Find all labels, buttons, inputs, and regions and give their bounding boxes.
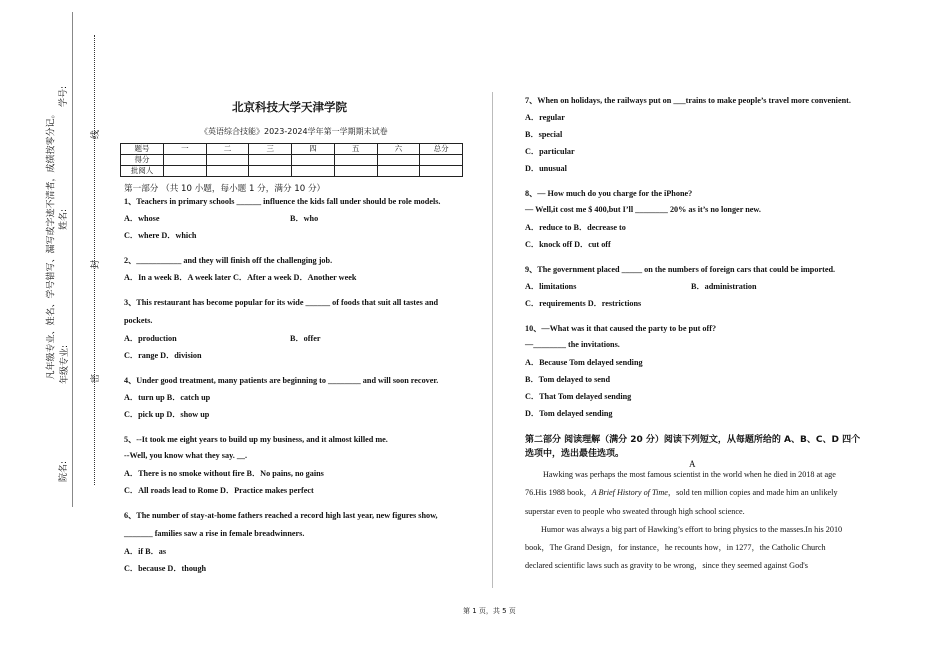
passage-line: book，The Grand Design，for instance，he recounts how，in 1277，the Catholic Church [525, 543, 826, 553]
grader-cell[interactable] [249, 166, 292, 177]
binding-notice: 凡年级专业、姓名、学号错写、漏写或字迹不清者，成绩按零分记。 [46, 109, 57, 380]
q2-options[interactable]: A．In a week B．A week later C．After a week D．Another week [124, 273, 357, 282]
name-label: 姓名: [59, 208, 70, 231]
question-8-stem-cont: — Well,it cost me $ 400,but I’ll ________ 20% as it’s no longer new. [525, 205, 761, 214]
q9-option-b[interactable]: B．administration [691, 282, 757, 291]
table-row-label: 批阅人 [121, 166, 164, 177]
part2-title-line1: 第二部分 阅读理解（满分 20 分）阅读下列短文，从每题所给的 A、B、C、D 四个 [525, 435, 861, 445]
grader-cell[interactable] [206, 166, 249, 177]
q9-option-a[interactable]: A．limitations [525, 282, 577, 291]
book-title: A Brief History of Time [591, 488, 668, 498]
question-1-stem: 1、Teachers in primary schools ______ influence the kids fall under should be role models. [124, 197, 441, 206]
school-title: 北京科技大学天津学院 [232, 100, 347, 114]
score-table-row [121, 155, 463, 166]
q8-option-cd[interactable]: C．knock off D．cut off [525, 240, 611, 249]
seal-mi: 密 [91, 373, 102, 384]
question-10-stem-cont: —________ the invitations. [525, 340, 620, 349]
passage-label: A [689, 459, 696, 469]
q7-option-d[interactable]: D．unusual [525, 164, 567, 173]
q6-option-ab[interactable]: A．if B．as [124, 547, 167, 556]
question-2-stem: 2、___________ and they will finish off the challenging job. [124, 256, 333, 265]
question-6-stem: 6、The number of stay-at-home fathers reached a record high last year, new figures show, [124, 511, 438, 520]
q4-option-cd[interactable]: C．pick up D．show up [124, 410, 210, 419]
q3-option-a[interactable]: A．production [124, 334, 177, 343]
grader-cell[interactable] [292, 166, 335, 177]
score-table [120, 143, 463, 177]
seal-xian: 线 [91, 129, 102, 140]
part2-title-line2: 选项中，选出最佳选项。 [525, 449, 625, 459]
q7-option-a[interactable]: A．regular [525, 113, 565, 122]
table-header-cell: 一 [164, 144, 207, 155]
q10-option-b[interactable]: B．Tom delayed to send [525, 375, 610, 384]
q4-option-ab[interactable]: A．turn up B．catch up [124, 393, 211, 402]
question-6-stem-cont: _______ families saw a rise in female breadwinners. [124, 529, 305, 538]
score-cell[interactable] [420, 155, 463, 166]
grader-cell[interactable] [420, 166, 463, 177]
passage-line: Humor was always a big part of Hawking’s effort to bring physics to the masses.In his 2010 [541, 524, 843, 534]
q10-option-c[interactable]: C．That Tom delayed sending [525, 392, 632, 401]
grader-cell[interactable] [164, 166, 207, 177]
column-divider [492, 92, 493, 588]
score-cell[interactable] [249, 155, 292, 166]
page-footer: 第 1 页，共 5 页 [463, 607, 516, 615]
passage-text: ，sold ten million copies and made him an unlikely [667, 488, 838, 498]
q1-option-b[interactable]: B．who [290, 214, 319, 223]
grader-cell[interactable] [377, 166, 420, 177]
table-header-cell: 五 [334, 144, 377, 155]
score-cell[interactable] [377, 155, 420, 166]
score-cell[interactable] [206, 155, 249, 166]
q6-option-cd[interactable]: C．because D．though [124, 564, 207, 573]
passage-line: Hawking was perhaps the most famous scientist in the world when he died in 2018 at age [543, 470, 836, 479]
score-table-header-row [121, 144, 463, 155]
score-cell[interactable] [334, 155, 377, 166]
q8-option-ab[interactable]: A．reduce to B．decrease to [525, 223, 626, 232]
grader-cell[interactable] [334, 166, 377, 177]
question-3-stem-cont: pockets. [124, 316, 153, 325]
passage-body [525, 466, 870, 576]
score-cell[interactable] [292, 155, 335, 166]
question-5-stem-cont: --Well, you know what they say. __. [124, 451, 248, 460]
q5-option-cd[interactable]: C．All roads lead to Rome D．Practice makes perfect [124, 486, 314, 495]
q5-option-ab[interactable]: A．There is no smoke without fire B．No pains, no gains [124, 469, 324, 478]
question-8-stem: 8、— How much do you charge for the iPhone? [525, 189, 693, 198]
major-label: 年级专业: [60, 344, 71, 385]
table-header-cell: 四 [292, 144, 335, 155]
question-10-stem: 10、—What was it that caused the party to be put off? [525, 324, 717, 333]
q1-option-cd[interactable]: C．where D．which [124, 231, 197, 240]
q7-option-b[interactable]: B．special [525, 130, 563, 139]
question-7-stem: 7、When on holidays, the railways put on ___trains to make people’s travel more convenient. [525, 96, 851, 105]
part1-title: 第一部分 （共 10 小题，每小题 1 分，满分 10 分） [124, 184, 326, 194]
q10-option-a[interactable]: A．Because Tom delayed sending [525, 358, 643, 367]
passage-line: declared scientific laws such as gravity to be wrong，since they seemed against God's [525, 561, 808, 571]
college-label: 院名: [59, 460, 70, 483]
table-header-cell: 二 [206, 144, 249, 155]
question-3-stem: 3、This restaurant has become popular for its wide ______ of foods that suit all tastes and [124, 298, 439, 307]
passage-line: superstar even to people who sweated through high school science. [525, 506, 745, 516]
student-id-label: 学号: [59, 85, 70, 108]
q10-option-d[interactable]: D．Tom delayed sending [525, 409, 613, 418]
seal-feng: 封 [91, 259, 102, 270]
table-header-cell: 六 [377, 144, 420, 155]
passage-line [525, 484, 870, 502]
table-header-cell: 总分 [420, 144, 463, 155]
passage-text: 76.His 1988 book， [525, 488, 592, 498]
score-cell[interactable] [164, 155, 207, 166]
q3-option-cd[interactable]: C．range D．division [124, 351, 202, 360]
score-table-row [121, 166, 463, 177]
question-5-stem: 5、--It took me eight years to build up my business, and it almost killed me. [124, 435, 388, 444]
q9-option-cd[interactable]: C．requirements D．restrictions [525, 299, 642, 308]
table-header-cell: 题号 [121, 144, 164, 155]
q1-option-a[interactable]: A．whose [124, 214, 160, 223]
question-4-stem: 4、Under good treatment, many patients are beginning to ________ and will soon recover. [124, 376, 439, 385]
table-header-cell: 三 [249, 144, 292, 155]
binding-rule [72, 12, 73, 507]
table-row-label: 得分 [121, 155, 164, 166]
exam-title: 《英语综合技能》2023-2024学年第一学期期末试卷 [200, 127, 388, 136]
q3-option-b[interactable]: B．offer [290, 334, 321, 343]
q7-option-c[interactable]: C．particular [525, 147, 575, 156]
question-9-stem: 9、The government placed _____ on the numbers of foreign cars that could be imported. [525, 265, 836, 274]
